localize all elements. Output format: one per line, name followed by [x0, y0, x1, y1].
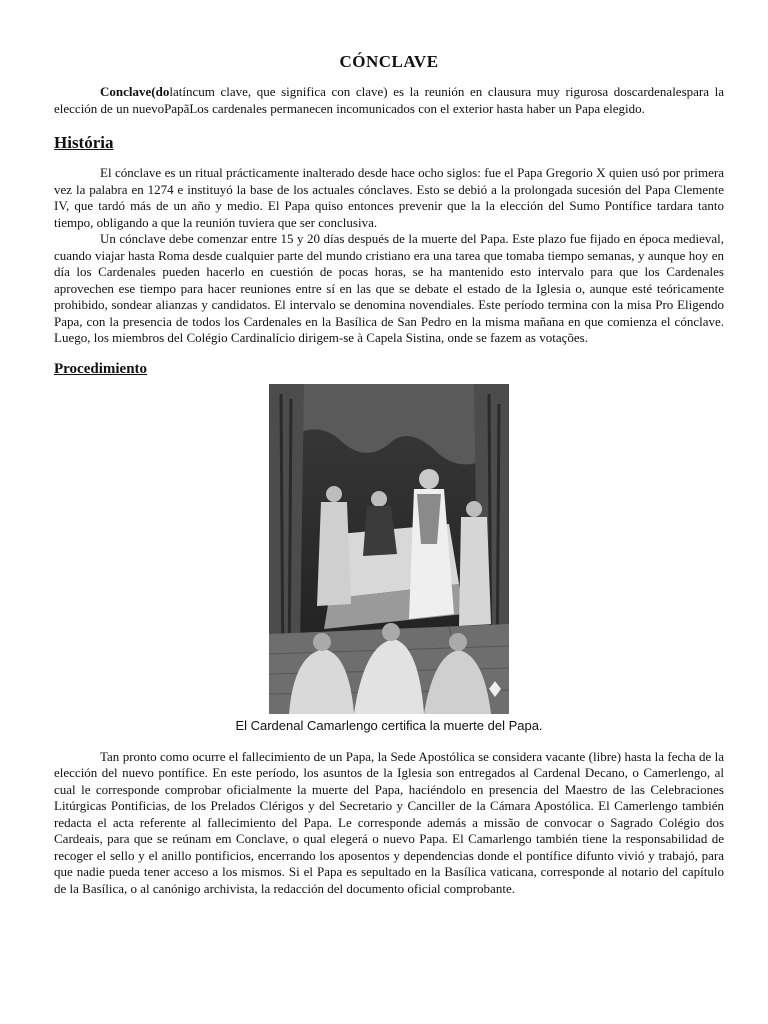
document-page — [54, 52, 724, 897]
procedimiento-heading: Procedimiento — [54, 360, 148, 377]
intro-text: latíncum clave, que significa con clave) es la reunión en clausura muy rigurosa doscardenalespara la elección de un nuevoPapãLos cardenales permanecen incomunicados con el exterior hasta haber un Papa elegido. — [54, 84, 724, 116]
historia-paragraph-1: El cónclave es un ritual prácticamente inalterado desde hace ocho siglos: fue el Papa Gregorio X quien usó por primera vez la palabra en 1274 e instituyó la base de los actuales cónclaves. Esto se debió a la prolongada sucesión del Papa Clemente IV, que tardó más de un año y medio. El Papa quiso entonces prevenir que la la elección del Sumo Pontífice tardara tanto tiempo, obligando a que la reunión tuviera que ser conclusiva. — [54, 165, 724, 230]
intro-paragraph — [54, 84, 724, 117]
page-title: CÓNCLAVE — [339, 52, 439, 71]
intro-bold-lead: Conclave(do — [100, 84, 170, 99]
illustration-figure — [54, 384, 724, 733]
historia-paragraph-2: Un cónclave debe comenzar entre 15 y 20 días después de la muerte del Papa. Este plazo fue fijado en época medieval, cuando viajar hasta Roma desde cualquier parte del mundo cristiano era una tarea que tomaba tiempo semanas, y aunque hoy en día los Cardenales pueden hacerlo en cuestión de pocas horas, se ha mantenido esto intervalo para que los Cardenales aprovechen ese tiempo para hacer reuniones entre sí en las que se debate el estado de la Iglesia o, aunque esté teóricamente prohibido, sondear alianzas y candidatos. El intervalo se denomina novendiales. Este período termina con la misa Pro Eligendo Papa, con la presencia de todos los Cardenales en la Basílica de San Pedro en la misma mañana en que comienza el cónclave. Luego, los miembros del Colégio Cardinalício dirigem-se à Capela Sistina, onde se fazem as votações. — [54, 231, 724, 345]
figure-caption: El Cardenal Camarlengo certifica la muerte del Papa. — [235, 717, 543, 733]
historia-heading: História — [54, 133, 114, 152]
procedimiento-paragraph-1: Tan pronto como ocurre el fallecimiento de un Papa, la Sede Apostólica se considera vacante (libre) hasta la fecha de la elección del nuevo pontífice. En este período, los asuntos de la Iglesia son entregados al Cardenal Decano, o Camerlengo, al cual le corresponde comprobar oficialmente la muerte del Papa, haciéndolo en presencia del Maestro de las Celebraciones Litúrgicas Pontificias, de los Prelados Clérigos y del Secretario y Canciller de la Cámara Apostólica. El Camerlengo también redacta el acta referente al fallecimiento del Papa. Le corresponde además a missão de convocar o Sagrado Colégio dos Cardeais, para que se reúnam em Conclave, o qual elegerá o nuevo Papa. El Camarlengo también tiene la responsabilidad de recoger el sello y el anillo pontificios, encerrando los aposentos y dependencias donde el pontífice difunto vivió y trabajó, para que nadie pueda tener acceso a los mismos. Si el Papa es sepultado en la Basílica vaticana, corresponde al notario del capítulo de la Basílica, o al canónigo archivista, la redacción del documento oficial comprobante. — [54, 748, 724, 896]
engraving-illustration — [269, 384, 509, 714]
